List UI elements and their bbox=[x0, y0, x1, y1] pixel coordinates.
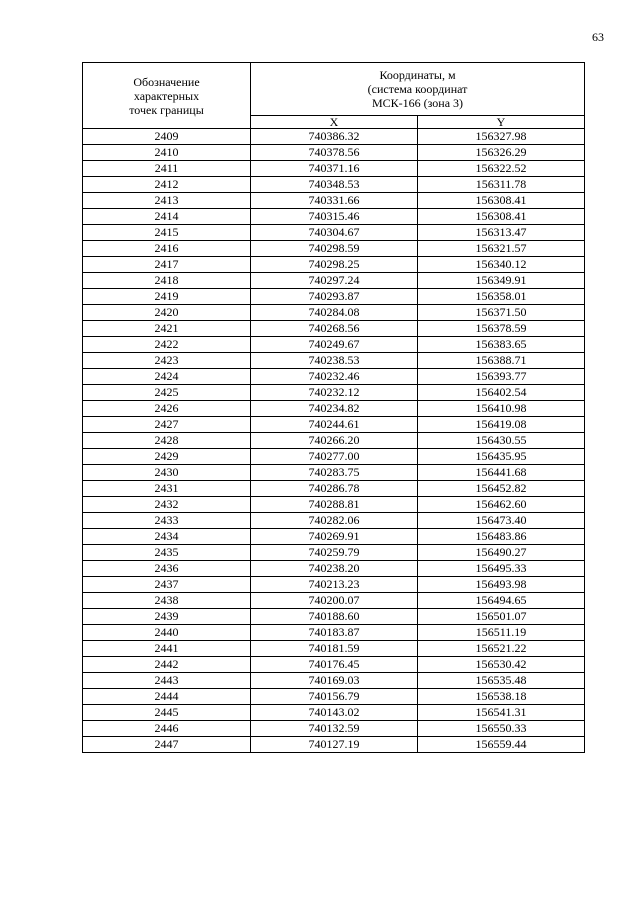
x-coordinate-cell: 740269.91 bbox=[251, 529, 418, 545]
y-coordinate-cell: 156388.71 bbox=[418, 353, 585, 369]
x-coordinate-cell: 740244.61 bbox=[251, 417, 418, 433]
x-coordinate-cell: 740282.06 bbox=[251, 513, 418, 529]
x-coordinate-cell: 740288.81 bbox=[251, 497, 418, 513]
table-row bbox=[83, 161, 585, 177]
point-cell: 2446 bbox=[83, 721, 251, 737]
table-row bbox=[83, 481, 585, 497]
coordinates-table bbox=[82, 62, 585, 753]
table-row bbox=[83, 625, 585, 641]
y-coordinate-cell: 156550.33 bbox=[418, 721, 585, 737]
x-coordinate-cell: 740169.03 bbox=[251, 673, 418, 689]
x-coordinate-cell: 740283.75 bbox=[251, 465, 418, 481]
y-coordinate-cell: 156402.54 bbox=[418, 385, 585, 401]
x-coordinate-cell: 740188.60 bbox=[251, 609, 418, 625]
table-row bbox=[83, 545, 585, 561]
point-cell: 2420 bbox=[83, 305, 251, 321]
x-coordinate-cell: 740286.78 bbox=[251, 481, 418, 497]
y-coordinate-cell: 156383.65 bbox=[418, 337, 585, 353]
table-row bbox=[83, 177, 585, 193]
x-coordinate-cell: 740293.87 bbox=[251, 289, 418, 305]
point-cell: 2426 bbox=[83, 401, 251, 417]
table-row bbox=[83, 465, 585, 481]
point-cell: 2440 bbox=[83, 625, 251, 641]
table-row bbox=[83, 689, 585, 705]
point-cell: 2410 bbox=[83, 145, 251, 161]
table-row bbox=[83, 529, 585, 545]
point-cell: 2442 bbox=[83, 657, 251, 673]
point-cell: 2414 bbox=[83, 209, 251, 225]
x-coordinate-cell: 740304.67 bbox=[251, 225, 418, 241]
point-cell: 2445 bbox=[83, 705, 251, 721]
y-coordinate-cell: 156530.42 bbox=[418, 657, 585, 673]
table-row bbox=[83, 193, 585, 209]
table-row bbox=[83, 657, 585, 673]
y-coordinate-cell: 156419.08 bbox=[418, 417, 585, 433]
y-coordinate-cell: 156473.40 bbox=[418, 513, 585, 529]
y-coordinate-cell: 156493.98 bbox=[418, 577, 585, 593]
y-coordinate-cell: 156349.91 bbox=[418, 273, 585, 289]
y-coordinate-cell: 156495.33 bbox=[418, 561, 585, 577]
y-coordinate-cell: 156430.55 bbox=[418, 433, 585, 449]
y-coordinate-cell: 156371.50 bbox=[418, 305, 585, 321]
point-cell: 2429 bbox=[83, 449, 251, 465]
x-coordinate-cell: 740181.59 bbox=[251, 641, 418, 657]
x-coordinate-cell: 740213.23 bbox=[251, 577, 418, 593]
y-coordinate-cell: 156322.52 bbox=[418, 161, 585, 177]
point-cell: 2413 bbox=[83, 193, 251, 209]
table-row bbox=[83, 401, 585, 417]
y-coordinate-cell: 156541.31 bbox=[418, 705, 585, 721]
point-cell: 2415 bbox=[83, 225, 251, 241]
x-coordinate-cell: 740200.07 bbox=[251, 593, 418, 609]
point-cell: 2436 bbox=[83, 561, 251, 577]
point-cell: 2422 bbox=[83, 337, 251, 353]
point-cell: 2419 bbox=[83, 289, 251, 305]
x-coordinate-cell: 740232.46 bbox=[251, 369, 418, 385]
table-row bbox=[83, 593, 585, 609]
x-coordinate-cell: 740238.20 bbox=[251, 561, 418, 577]
x-coordinate-cell: 740266.20 bbox=[251, 433, 418, 449]
point-cell: 2438 bbox=[83, 593, 251, 609]
table-row bbox=[83, 289, 585, 305]
y-coordinate-cell: 156326.29 bbox=[418, 145, 585, 161]
table-row bbox=[83, 353, 585, 369]
table-row bbox=[83, 561, 585, 577]
x-coordinate-cell: 740331.66 bbox=[251, 193, 418, 209]
point-cell: 2443 bbox=[83, 673, 251, 689]
y-coordinate-cell: 156494.65 bbox=[418, 593, 585, 609]
y-coordinate-cell: 156313.47 bbox=[418, 225, 585, 241]
point-cell: 2412 bbox=[83, 177, 251, 193]
point-cell: 2416 bbox=[83, 241, 251, 257]
x-coordinate-cell: 740238.53 bbox=[251, 353, 418, 369]
y-coordinate-cell: 156501.07 bbox=[418, 609, 585, 625]
table-row bbox=[83, 705, 585, 721]
table-row bbox=[83, 129, 585, 145]
y-coordinate-cell: 156521.22 bbox=[418, 641, 585, 657]
y-coordinate-cell: 156535.48 bbox=[418, 673, 585, 689]
y-coordinate-cell: 156538.18 bbox=[418, 689, 585, 705]
point-cell: 2447 bbox=[83, 737, 251, 753]
x-coordinate-cell: 740143.02 bbox=[251, 705, 418, 721]
point-cell: 2424 bbox=[83, 369, 251, 385]
page-number: 63 bbox=[592, 30, 604, 44]
x-coordinate-cell: 740277.00 bbox=[251, 449, 418, 465]
x-coordinate-cell: 740132.59 bbox=[251, 721, 418, 737]
x-coordinate-cell: 740127.19 bbox=[251, 737, 418, 753]
x-coordinate-cell: 740259.79 bbox=[251, 545, 418, 561]
x-coordinate-cell: 740249.67 bbox=[251, 337, 418, 353]
x-coordinate-cell: 740284.08 bbox=[251, 305, 418, 321]
y-coordinate-cell: 156483.86 bbox=[418, 529, 585, 545]
x-coordinate-cell: 740183.87 bbox=[251, 625, 418, 641]
point-cell: 2431 bbox=[83, 481, 251, 497]
x-coordinate-cell: 740297.24 bbox=[251, 273, 418, 289]
x-coordinate-cell: 740378.56 bbox=[251, 145, 418, 161]
table-row bbox=[83, 641, 585, 657]
y-coordinate-cell: 156559.44 bbox=[418, 737, 585, 753]
y-coordinate-cell: 156410.98 bbox=[418, 401, 585, 417]
y-coordinate-cell: 156358.01 bbox=[418, 289, 585, 305]
x-coordinate-cell: 740315.46 bbox=[251, 209, 418, 225]
table-row bbox=[83, 721, 585, 737]
x-coordinate-cell: 740234.82 bbox=[251, 401, 418, 417]
coordinates-group-header-label: Координаты, м (система координат МСК-166 (зона 3) bbox=[367, 68, 468, 110]
point-cell: 2428 bbox=[83, 433, 251, 449]
table-row bbox=[83, 273, 585, 289]
y-coordinate-cell: 156441.68 bbox=[418, 465, 585, 481]
table-row bbox=[83, 513, 585, 529]
y-coordinate-cell: 156490.27 bbox=[418, 545, 585, 561]
y-coordinate-cell: 156340.12 bbox=[418, 257, 585, 273]
table-row bbox=[83, 337, 585, 353]
point-cell: 2421 bbox=[83, 321, 251, 337]
point-cell: 2417 bbox=[83, 257, 251, 273]
table-row bbox=[83, 257, 585, 273]
point-cell: 2435 bbox=[83, 545, 251, 561]
point-cell: 2427 bbox=[83, 417, 251, 433]
point-cell: 2409 bbox=[83, 129, 251, 145]
point-cell: 2444 bbox=[83, 689, 251, 705]
y-coordinate-cell: 156321.57 bbox=[418, 241, 585, 257]
point-cell: 2423 bbox=[83, 353, 251, 369]
x-coordinate-cell: 740298.59 bbox=[251, 241, 418, 257]
point-cell: 2433 bbox=[83, 513, 251, 529]
y-coordinate-cell: 156462.60 bbox=[418, 497, 585, 513]
y-column-header: Y bbox=[418, 116, 585, 129]
point-cell: 2437 bbox=[83, 577, 251, 593]
x-coordinate-cell: 740176.45 bbox=[251, 657, 418, 673]
x-coordinate-cell: 740232.12 bbox=[251, 385, 418, 401]
table-row bbox=[83, 449, 585, 465]
x-coordinate-cell: 740298.25 bbox=[251, 257, 418, 273]
x-column-header: X bbox=[251, 116, 418, 129]
table-row bbox=[83, 369, 585, 385]
x-coordinate-cell: 740371.16 bbox=[251, 161, 418, 177]
table-row bbox=[83, 577, 585, 593]
table-row bbox=[83, 417, 585, 433]
point-cell: 2425 bbox=[83, 385, 251, 401]
table-row bbox=[83, 241, 585, 257]
y-coordinate-cell: 156327.98 bbox=[418, 129, 585, 145]
y-coordinate-cell: 156511.19 bbox=[418, 625, 585, 641]
table-row bbox=[83, 737, 585, 753]
table-row bbox=[83, 209, 585, 225]
table-row bbox=[83, 321, 585, 337]
table-row bbox=[83, 433, 585, 449]
coordinates-group-header bbox=[251, 63, 585, 116]
point-cell: 2411 bbox=[83, 161, 251, 177]
point-cell: 2439 bbox=[83, 609, 251, 625]
table-body bbox=[83, 129, 585, 753]
table-row bbox=[83, 305, 585, 321]
point-cell: 2418 bbox=[83, 273, 251, 289]
x-coordinate-cell: 740268.56 bbox=[251, 321, 418, 337]
y-coordinate-cell: 156308.41 bbox=[418, 209, 585, 225]
point-cell: 2432 bbox=[83, 497, 251, 513]
y-coordinate-cell: 156452.82 bbox=[418, 481, 585, 497]
table-row bbox=[83, 609, 585, 625]
table-row bbox=[83, 225, 585, 241]
table-row bbox=[83, 673, 585, 689]
point-column-header bbox=[83, 63, 251, 129]
x-coordinate-cell: 740348.53 bbox=[251, 177, 418, 193]
point-cell: 2441 bbox=[83, 641, 251, 657]
point-column-header-label: Обозначение характерных точек границы bbox=[129, 74, 204, 117]
y-coordinate-cell: 156308.41 bbox=[418, 193, 585, 209]
point-cell: 2434 bbox=[83, 529, 251, 545]
point-cell: 2430 bbox=[83, 465, 251, 481]
x-coordinate-cell: 740156.79 bbox=[251, 689, 418, 705]
table-row bbox=[83, 385, 585, 401]
table-row bbox=[83, 145, 585, 161]
table-header bbox=[83, 63, 585, 129]
y-coordinate-cell: 156393.77 bbox=[418, 369, 585, 385]
y-coordinate-cell: 156311.78 bbox=[418, 177, 585, 193]
table-row bbox=[83, 497, 585, 513]
y-coordinate-cell: 156378.59 bbox=[418, 321, 585, 337]
y-coordinate-cell: 156435.95 bbox=[418, 449, 585, 465]
x-coordinate-cell: 740386.32 bbox=[251, 129, 418, 145]
